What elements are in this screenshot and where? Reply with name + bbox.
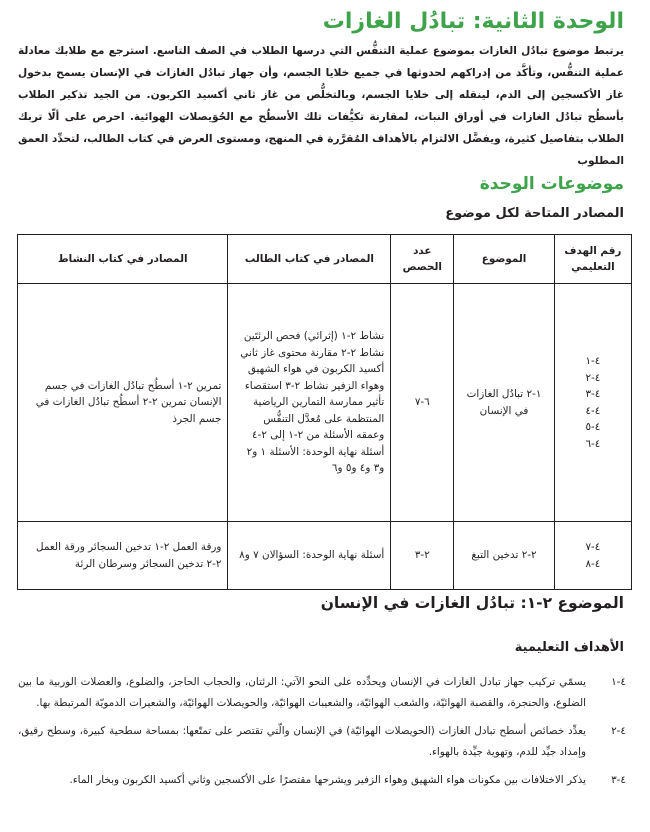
student-book-cell: أسئلة نهاية الوحدة: السؤالان ٧ و٨ (228, 522, 391, 590)
table-row (18, 522, 632, 590)
goal-number: ٤-٤ (585, 404, 601, 417)
goal-numbers (554, 522, 631, 590)
goal-number: ٤-٧ (585, 541, 601, 553)
goal-number: ٤-١ (585, 355, 601, 367)
objectives-list (18, 672, 632, 798)
goal-number: ٤-٥ (585, 421, 601, 433)
unit-title: الوحدة الثانية: تبادُل الغازات (322, 9, 624, 34)
objective-item (18, 721, 632, 763)
lesson-count-cell: ٢-٣ (391, 522, 454, 590)
student-book-cell: نشاط ٢-١ (إثرائي) فحص الرئتَين نشاط ٢-٢ مقارنة محتوى غاز ثاني أكسيد الكربون في هواء الشهيق وهواء الزفير نشاط ٢-٣ استقصاء تأثير ممارسة التمارين الرياضية المنتظمة على مُعدَّل التنفُّس وعمقه الأسئلة من ٢-١ إلى ٢-٤ أسئلة نهاية الوحدة: الأسئلة ١ و٢ و٣ و٤ و٥ و٦ (228, 284, 391, 522)
objective-number: ٤-٣ (611, 774, 626, 786)
header-goal: رقم الهدف التعليمي (554, 235, 631, 284)
header-lesson-count: عدد الحصص (391, 235, 454, 284)
resources-heading: المصادر المتاحة لكل موضوع (445, 206, 624, 221)
objective-text: يسمّي تركيب جهاز تبادل الغازات في الإنسان ويحدِّده على النحو الآتي: الرئتان، والحجاب الحاجز، والضلوع، والعضلات الوربية ما بين الضلوع، والحنجرة، والقصبة الهوائيّة، والشعب الهوائيّة، والشعيبات الهوائيّة، والحويصلات الهوائيّة، والشعيرات الدمويّة المرتبطة بها. (18, 676, 586, 709)
header-topic: الموضوع (454, 235, 555, 284)
objective-text: يعدِّد خصائص أسطح تبادل الغازات (الحويصلات الهوائيّة) في الإنسان والّتي تقتصر على تمتّعها: بمساحة سطحية كبيرة، وسطح رقيق، وإمداد جيِّد للدم، وتهوية جيِّدة بالهواء. (18, 725, 586, 758)
table-header-row (18, 235, 632, 284)
table-row (18, 284, 632, 522)
objective-number: ٤-٢ (611, 725, 626, 737)
resources-table (17, 234, 632, 590)
header-student-book: المصادر في كتاب الطالب (228, 235, 391, 284)
goal-number: ٤-٣ (585, 388, 601, 400)
goal-number: ٤-٢ (585, 371, 601, 384)
objectives-heading: الأهداف التعليمية (514, 640, 624, 655)
goal-numbers (554, 284, 631, 522)
topics-heading: موضوعات الوحدة (479, 174, 624, 194)
objective-text: يذكر الاختلافات بين مكونات هواء الشهيق وهواء الزفير ويشرحها مقتصرًا على الأكسجين وثاني أكسيد الكربون وبخار الماء. (69, 774, 586, 786)
activity-book-cell: تمرين ٢-١ أسطُح تبادُل الغازات في جسم الإنسان تمرين ٢-٢ أسطُح تبادُل الغازات في جسم الجرذ (18, 284, 228, 522)
goal-number: ٤-٦ (585, 437, 601, 450)
topic-title: الموضوع ٢-١: تبادُل الغازات في الإنسان (320, 594, 624, 612)
topic-cell: ٢-٢ تدخين التبغ (454, 522, 555, 590)
goal-number: ٤-٨ (585, 557, 601, 570)
lesson-count-cell: ٦-٧ (391, 284, 454, 522)
objective-item (18, 672, 632, 714)
topic-cell: ١-٢ تبادُل الغازات في الإنسان (454, 284, 555, 522)
activity-book-cell: ورقة العمل ٢-١ تدخين السجائر ورقة العمل ٢-٢ تدخين السجائر وسرطان الرئة (18, 522, 228, 590)
objective-item (18, 770, 632, 791)
header-activity-book: المصادر في كتاب النشاط (18, 235, 228, 284)
objective-number: ٤-١ (611, 676, 626, 688)
unit-intro-paragraph: يرتبط موضوع تبادُل الغازات بموضوع عملية التنفُّس التي درسها الطلاب في الصف التاسع. استرجع مع طلابك معادلة عملية التنفُّس، وتأكَّد من إدراكهم لحدوثها في جميع خلايا الجسم، وأن جهاز تبادُل الغازات في الإنسان يسمح بدخول غاز الأكسجين إلى الدم، لينقله إلى خلايا الجسم، وبالتخلُّص من غاز ثاني أكسيد الكربون. من الجيد تذكير الطلاب بأسطُح تبادُل الغازات في أوراق النبات، لمقارنة تكيُّفات تلك الأسطُح مع الحُوَيصلات الهوائية. احرص على ألّا تربك الطلاب بتفاصيل كثيرة، ويفضَّل الالتزام بالأهداف المُقرَّرة في المنهج، ومستوى العرض في كتاب الطالب، لتحدِّد العمق المطلوب (18, 45, 624, 167)
